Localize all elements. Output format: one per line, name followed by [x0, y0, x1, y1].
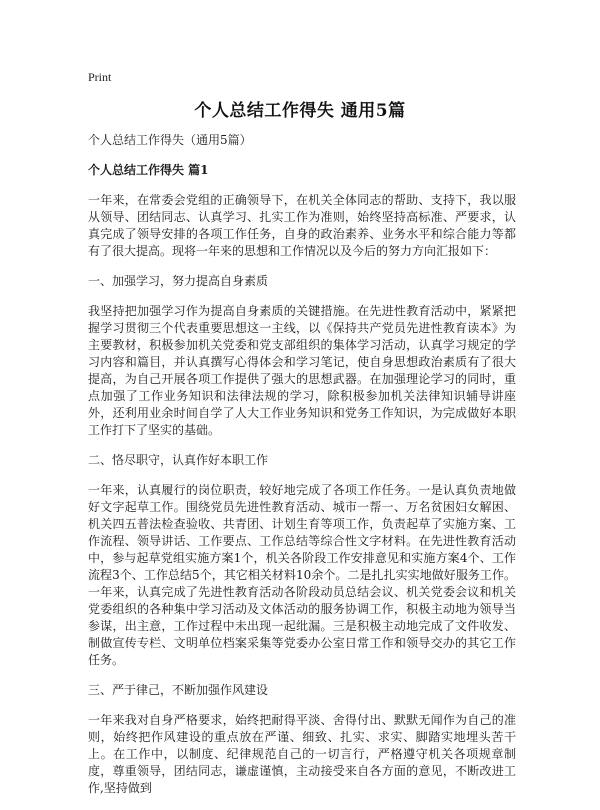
article-body — [88, 132, 516, 810]
section-heading-3: 三、严于律己，不断加强作风建设 — [88, 683, 269, 697]
paragraph-duties: 一年来，认真履行的岗位职责，较好地完成了各项工作任务。一是认真负责地做好文字起草工作。围绕党员先进性教育活动、城市一帮一、万名贫困妇女解困、机关四五普法检查验收、共青团、计划生育等项工作，负责起草了实施方案、工作流程、领导讲话、工作要点、工作总结等综合性文字材料。在先进性教育活动中，参与起草党组实施方案1个，机关各阶段工作安排意见和实施方案4个、工作流程3个、工作总结5个，其它相关材料10余个。二是扎扎实实地做好服务工作。一年来，认真完成了先进性教育活动各阶段动员总结会议、机关党委会议和机关党委组织的各种集中学习活动及文体活动的服务协调工作，积极主动地为领导当参谋，出主意，工作过程中未出现一起纰漏。三是积极主动地完成了文件收发、制做宣传专栏、文明单位档案采集等党委办公室日常工作和领导交办的其它工作任务。 — [88, 483, 516, 667]
paragraph-discipline: 一年来我对自身严格要求，始终把耐得平淡、舍得付出、默默无闻作为自己的准则，始终把作风建设的重点放在严谨、细致、扎实、求实、脚踏实地埋头苦干上。在工作中，以制度、纪律规范自己的一切言行，严格遵守机关各项规章制度，尊重领导，团结同志，谦虚谨慎，主动接受来自各方面的意见，不断改进工作,坚持做到 — [88, 713, 516, 795]
print-link[interactable]: Print — [88, 70, 112, 84]
section-heading-2: 二、恪尽职守，认真作好本职工作 — [88, 453, 269, 467]
paragraph-study: 我坚持把加强学习作为提高自身素质的关键措施。在先进性教育活动中，紧紧把握学习贯彻三个代表重要思想这一主线，以《保持共产党员先进性教育读本》为主要教材，积极参加机关党委和党支部组织的集体学习活动，认真学习规定的学习内容和篇目，并认真撰写心得体会和学习笔记，使自身思想政治素质有了很大提高，为自己开展各项工作提供了强大的思想武器。在加强理论学习的同时，重点加强了工作业务知识和法律法规的学习，除积极参加机关法律知识辅导讲座外，还利用业余时间自学了人大工作业务知识和党务工作知识，为完成做好本职工作打下了坚实的基础。 — [88, 304, 516, 437]
article-heading: 个人总结工作得失 篇1 — [88, 163, 209, 177]
paragraph-intro: 一年来，在常委会党组的正确领导下，在机关全体同志的帮助、支持下，我以服从领导、团结同志、认真学习、扎实工作为准则，始终坚持高标准、严要求，认真完成了领导安排的各项工作任务，自身的政治素养、业务水平和综合能力等都有了很大提高。现将一年来的思想和工作情况以及今后的努力方向汇报如下： — [88, 193, 516, 258]
section-heading-1: 一、加强学习，努力提高自身素质 — [88, 274, 269, 288]
page-title: 个人总结工作得失 通用5篇 — [194, 101, 406, 121]
article-subtitle: 个人总结工作得失（通用5篇） — [88, 133, 252, 147]
